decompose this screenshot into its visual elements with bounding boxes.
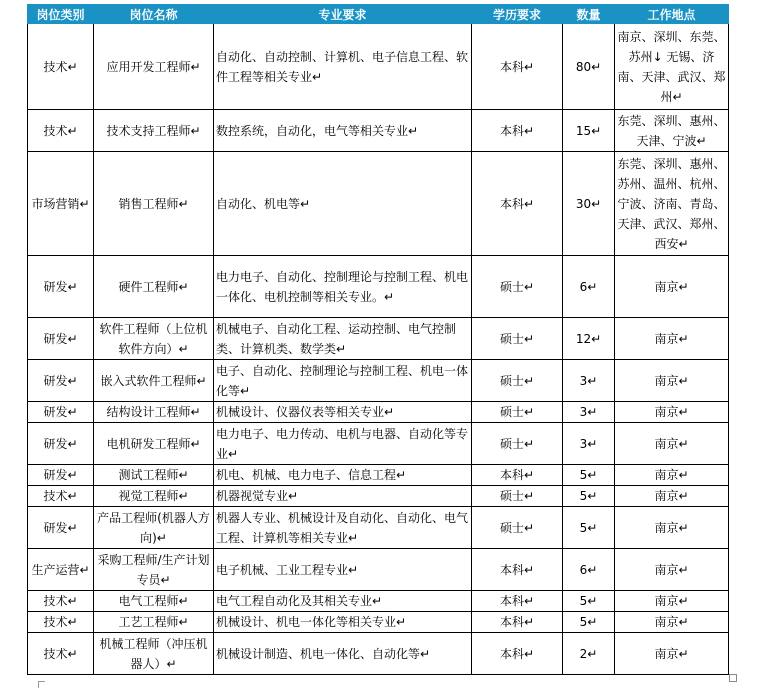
cell-position-name: 电气工程师↵ <box>94 591 214 612</box>
cell-major: 电力电子、电力传动、电机与电器、自动化等专业↵ <box>214 423 472 465</box>
cell-major: 机器视觉专业↵ <box>214 486 472 507</box>
header-position-name: 岗位名称 <box>94 5 214 24</box>
header-degree: 学历要求 <box>472 5 563 24</box>
cell-degree: 本科↵ <box>472 24 563 110</box>
cell-location: 南京↵ <box>615 591 729 612</box>
cell-degree: 硕士↵ <box>472 318 563 360</box>
cell-location: 南京↵ <box>615 360 729 402</box>
cell-major: 机电、机械、电力电子、信息工程↵ <box>214 465 472 486</box>
cell-category: 技术↵ <box>28 633 94 675</box>
cell-count: 5↵ <box>563 612 615 633</box>
cell-major: 电力电子、自动化、控制理论与控制工程、机电一体化、电机控制等相关专业。↵ <box>214 256 472 318</box>
cell-category: 研发↵ <box>28 402 94 423</box>
table-row <box>28 152 729 256</box>
cell-position-name: 视觉工程师↵ <box>94 486 214 507</box>
cell-category: 技术↵ <box>28 486 94 507</box>
table-row <box>28 402 729 423</box>
cell-count: 12↵ <box>563 318 615 360</box>
cell-location: 南京↵ <box>615 633 729 675</box>
table-row <box>28 633 729 675</box>
cell-location: 南京↵ <box>615 507 729 549</box>
cell-major: 自动化、机电等↵ <box>214 152 472 256</box>
cell-degree: 硕士↵ <box>472 256 563 318</box>
table-header-row <box>28 5 729 24</box>
cell-count: 6↵ <box>563 549 615 591</box>
cell-position-name: 采购工程师/生产计划专员↵ <box>94 549 214 591</box>
cell-count: 30↵ <box>563 152 615 256</box>
table-row <box>28 549 729 591</box>
cell-position-name: 销售工程师↵ <box>94 152 214 256</box>
header-major-requirement: 专业要求 <box>214 5 472 24</box>
cell-position-name: 电机研发工程师↵ <box>94 423 214 465</box>
cell-major: 机械设计、机电一体化等相关专业↵ <box>214 612 472 633</box>
corner-crop-mark <box>38 681 45 688</box>
cell-degree: 本科↵ <box>472 633 563 675</box>
cell-position-name: 测试工程师↵ <box>94 465 214 486</box>
table-row <box>28 318 729 360</box>
cell-count: 3↵ <box>563 402 615 423</box>
cell-location: 南京↵ <box>615 256 729 318</box>
cell-position-name: 软件工程师（上位机软件方向）↵ <box>94 318 214 360</box>
table-row <box>28 507 729 549</box>
table-row <box>28 110 729 152</box>
cell-position-name: 结构设计工程师↵ <box>94 402 214 423</box>
cell-location: 东莞、深圳、惠州、苏州、温州、杭州、宁波、济南、青岛、天津、武汉、郑州、西安↵ <box>615 152 729 256</box>
cell-count: 3↵ <box>563 423 615 465</box>
cell-location: 南京、深圳、东莞、苏州↓ 无锡、济南、天津、武汉、郑州↵ <box>615 24 729 110</box>
cell-count: 5↵ <box>563 591 615 612</box>
cell-degree: 本科↵ <box>472 152 563 256</box>
cell-count: 3↵ <box>563 360 615 402</box>
table-row <box>28 423 729 465</box>
cell-category: 研发↵ <box>28 465 94 486</box>
cell-count: 2↵ <box>563 633 615 675</box>
cell-location: 南京↵ <box>615 402 729 423</box>
cell-category: 研发↵ <box>28 256 94 318</box>
cell-major: 电子机械、工业工程专业↵ <box>214 549 472 591</box>
cell-count: 15↵ <box>563 110 615 152</box>
cell-position-name: 应用开发工程师↵ <box>94 24 214 110</box>
table-row <box>28 256 729 318</box>
cell-position-name: 硬件工程师↵ <box>94 256 214 318</box>
table-row <box>28 360 729 402</box>
cell-major: 机械设计制造、机电一体化、自动化等↵ <box>214 633 472 675</box>
cell-location: 南京↵ <box>615 318 729 360</box>
cell-degree: 硕士↵ <box>472 423 563 465</box>
cell-location: 南京↵ <box>615 465 729 486</box>
cell-major: 机械设计、仪器仪表等相关专业↵ <box>214 402 472 423</box>
cell-location: 南京↵ <box>615 549 729 591</box>
cell-count: 6↵ <box>563 256 615 318</box>
table-resize-handle[interactable] <box>729 674 737 682</box>
recruitment-table <box>27 4 729 675</box>
cell-degree: 硕士↵ <box>472 486 563 507</box>
header-count: 数量 <box>563 5 615 24</box>
cell-degree: 硕士↵ <box>472 360 563 402</box>
cell-major: 电子、自动化、控制理论与控制工程、机电一体化等↵ <box>214 360 472 402</box>
cell-degree: 硕士↵ <box>472 402 563 423</box>
cell-degree: 本科↵ <box>472 549 563 591</box>
cell-position-name: 机械工程师（冲压机器人）↵ <box>94 633 214 675</box>
cell-major: 电气工程自动化及其相关专业↵ <box>214 591 472 612</box>
cell-major: 数控系统，自动化，电气等相关专业↵ <box>214 110 472 152</box>
cell-count: 5↵ <box>563 465 615 486</box>
header-location: 工作地点 <box>615 5 729 24</box>
cell-degree: 本科↵ <box>472 110 563 152</box>
cell-degree: 硕士↵ <box>472 507 563 549</box>
cell-major: 自动化、自动控制、计算机、电子信息工程、软件工程等相关专业↵ <box>214 24 472 110</box>
table-row <box>28 465 729 486</box>
table-row <box>28 591 729 612</box>
cell-category: 研发↵ <box>28 507 94 549</box>
cell-category: 技术↵ <box>28 591 94 612</box>
cell-degree: 本科↵ <box>472 591 563 612</box>
cell-major: 机器人专业、机械设计及自动化、自动化、电气工程、计算机等相关专业↵ <box>214 507 472 549</box>
cell-location: 南京↵ <box>615 423 729 465</box>
cell-category: 技术↵ <box>28 24 94 110</box>
cell-position-name: 工艺工程师↵ <box>94 612 214 633</box>
cell-location: 南京↵ <box>615 486 729 507</box>
cell-location: 南京↵ <box>615 612 729 633</box>
cell-category: 研发↵ <box>28 360 94 402</box>
table-row <box>28 24 729 110</box>
cell-position-name: 技术支持工程师↵ <box>94 110 214 152</box>
cell-position-name: 产品工程师(机器人方向)↵ <box>94 507 214 549</box>
cell-category: 市场营销↵ <box>28 152 94 256</box>
table-row <box>28 486 729 507</box>
cell-category: 研发↵ <box>28 423 94 465</box>
cell-count: 80↵ <box>563 24 615 110</box>
cell-category: 技术↵ <box>28 110 94 152</box>
cell-location: 东莞、深圳、惠州、天津、宁波↵ <box>615 110 729 152</box>
cell-major: 机械电子、自动化工程、运动控制、电气控制类、计算机类、数学类↵ <box>214 318 472 360</box>
cell-count: 5↵ <box>563 507 615 549</box>
cell-category: 研发↵ <box>28 318 94 360</box>
cell-degree: 本科↵ <box>472 612 563 633</box>
cell-category: 技术↵ <box>28 612 94 633</box>
header-category: 岗位类别 <box>28 5 94 24</box>
table-row <box>28 612 729 633</box>
cell-degree: 本科↵ <box>472 465 563 486</box>
cell-position-name: 嵌入式软件工程师↵ <box>94 360 214 402</box>
cell-count: 5↵ <box>563 486 615 507</box>
cell-category: 生产运营↵ <box>28 549 94 591</box>
